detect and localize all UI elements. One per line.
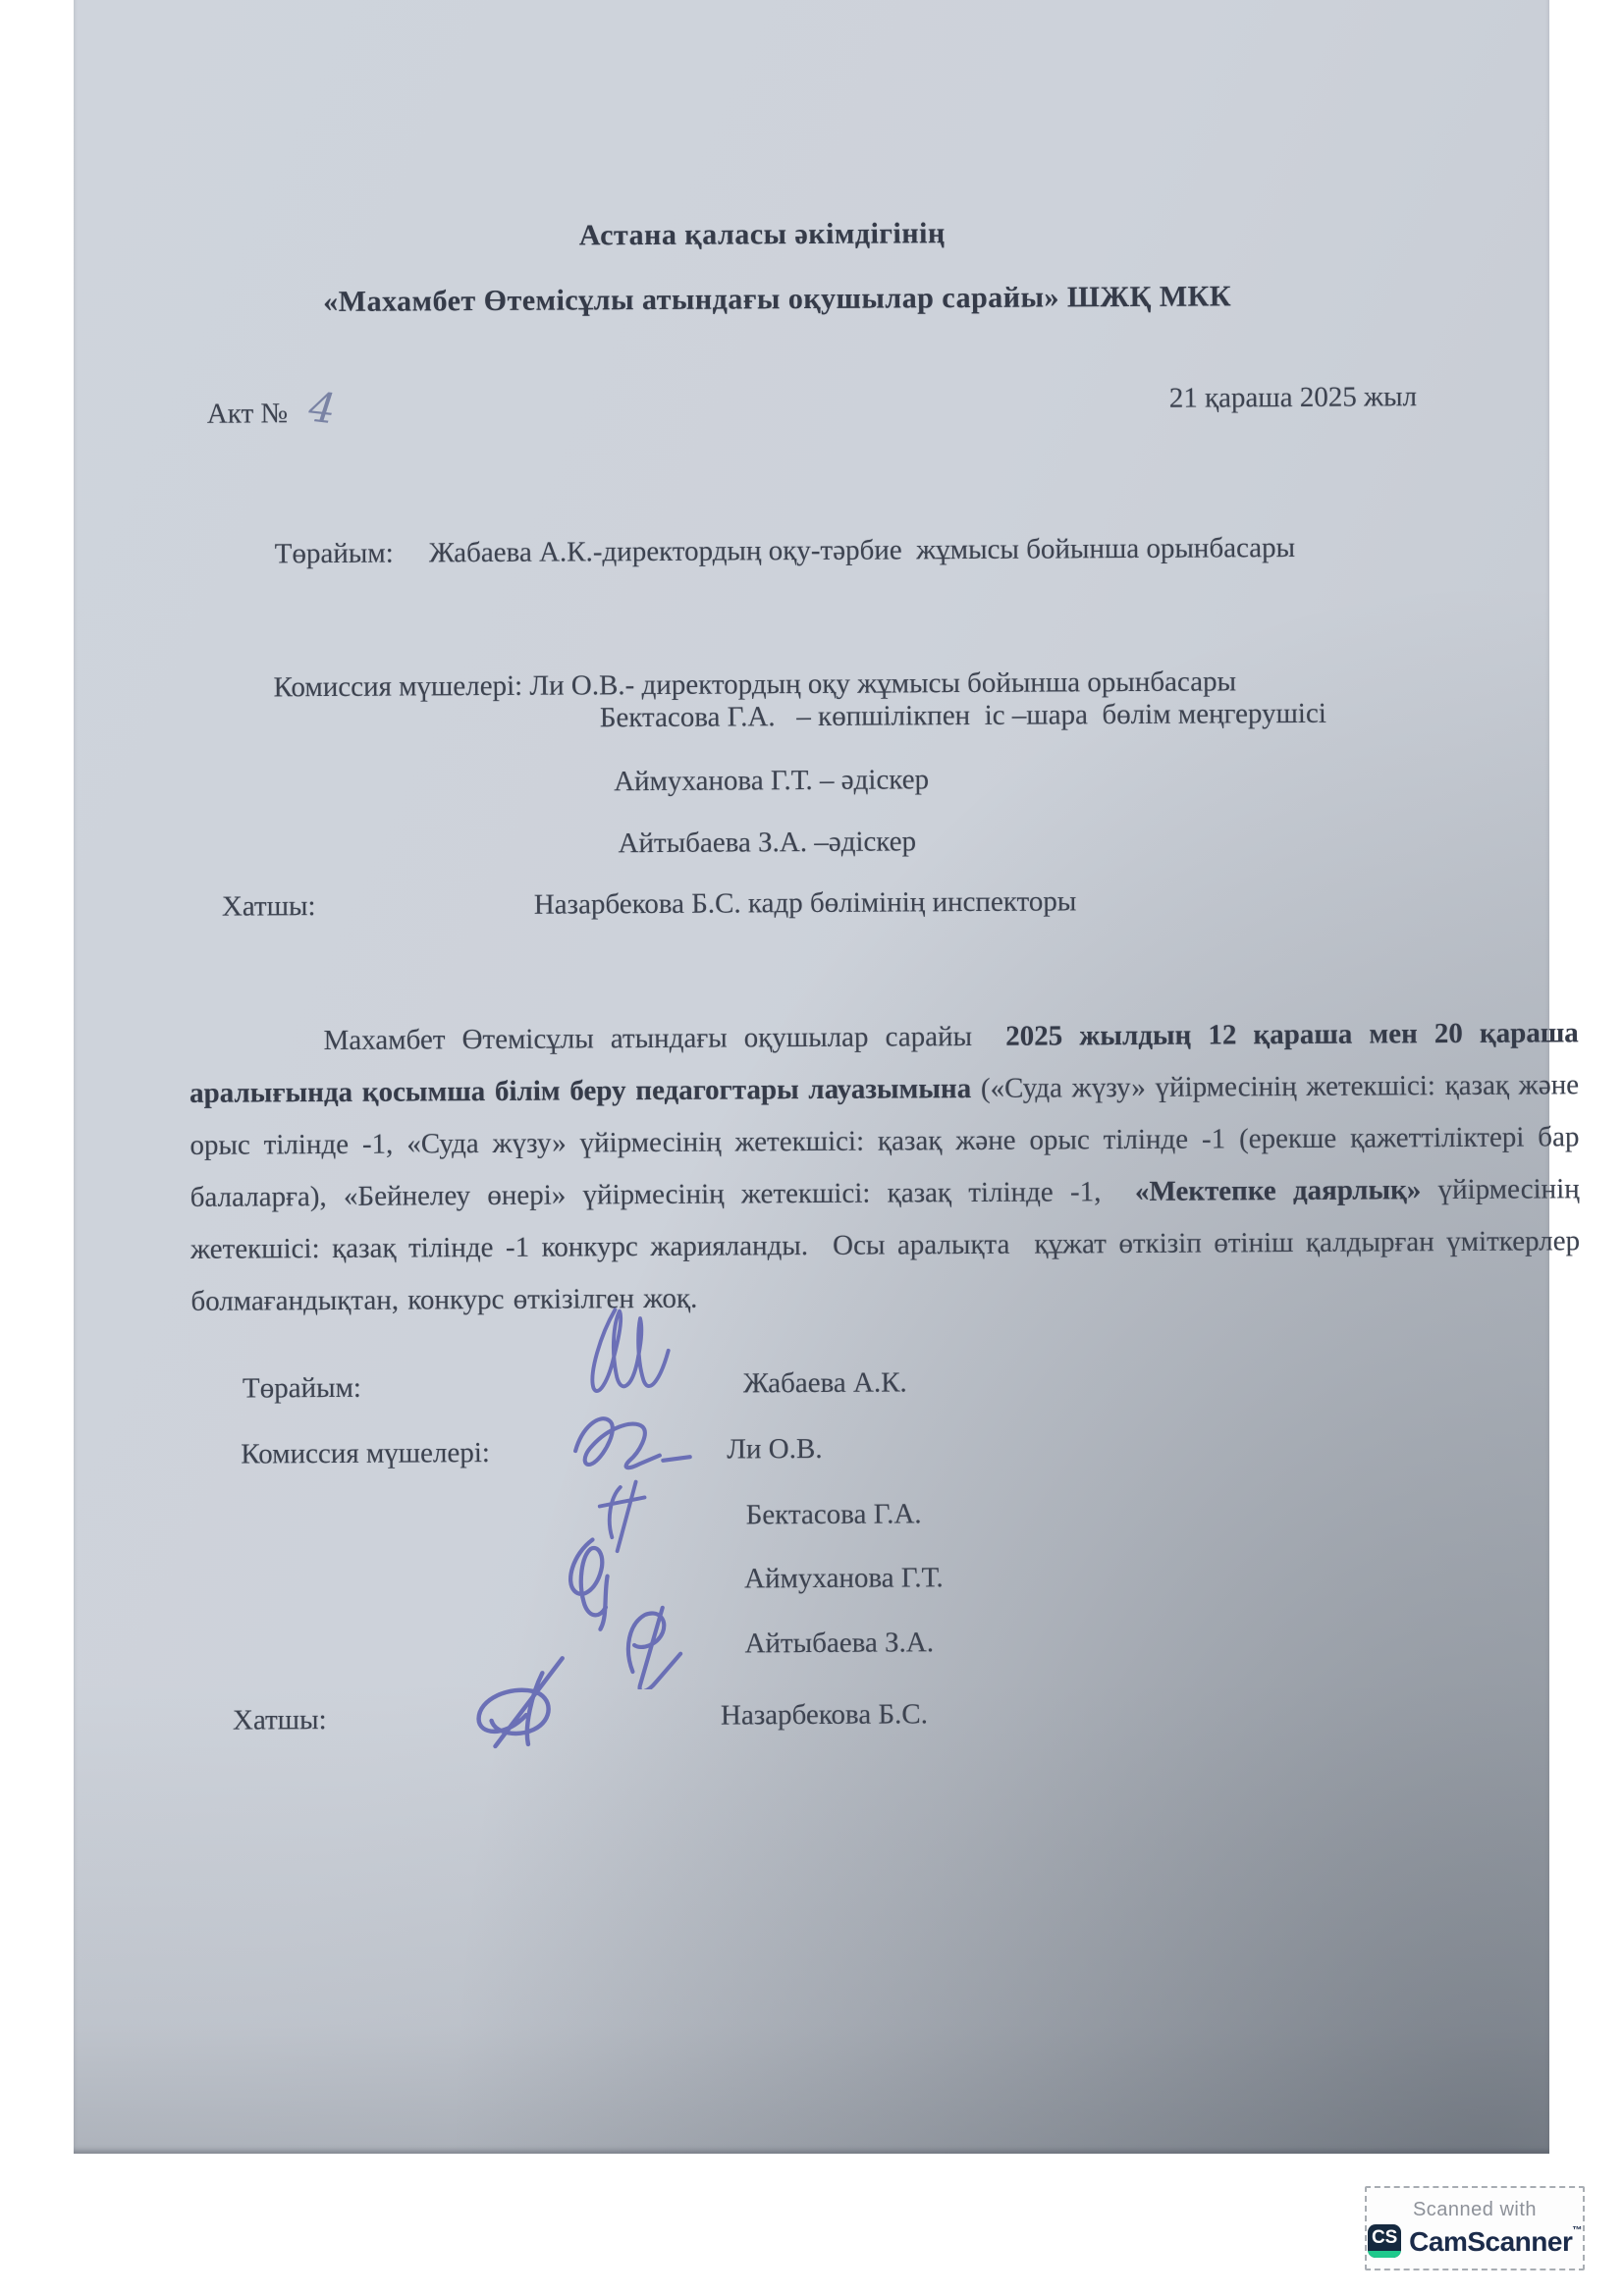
body-part1: Махамбет Өтемісұлы атындағы оқушылар сарайы bbox=[323, 1020, 1006, 1057]
chair-value: Жабаева А.К.-директордың оқу-тәрбие жұмысы бойынша орынбасары bbox=[428, 531, 1296, 569]
act-number-handwritten: 4 bbox=[305, 382, 338, 434]
secretary-label: Хатшы: bbox=[221, 890, 316, 923]
org-title-line1: Астана қаласы әкімдігінің bbox=[578, 217, 946, 252]
commission-member-4: Айтыбаева З.А. –әдіскер bbox=[618, 826, 917, 860]
body-part4-bold: «Мектепке даярлық» bbox=[1134, 1174, 1422, 1207]
camscanner-brand-text bbox=[1409, 2225, 1582, 2258]
secretary-value: Назарбекова Б.С. кадр бөлімінің инспекторы bbox=[533, 885, 1077, 921]
body-part3: («Суда жүзу» үйірмесінің жетекшісі: қазақ және орыс тілінде -1, «Суда жүзу» үйірмесінің жетекшісі: қазақ және орыс тілінде -1 (ерекше қажеттіліктері бар балаларға), «Бейнелеу өнері» үйірмесінің жетекшісі: қазақ тілінде -1, bbox=[189, 1069, 1589, 1213]
sig-commission-name: Ли О.В. bbox=[727, 1432, 823, 1466]
secretary-row bbox=[222, 885, 1077, 923]
body-part5: үйірмесінің жетекшісі: қазақ тілінде -1 конкурс жарияланды. Осы аралықта құжат өткізіп өтініш қалдырған үміткерлер болмағандықтан, конкурс өткізілген жоқ. bbox=[189, 1173, 1590, 1317]
sig-secretary-label: Хатшы: bbox=[232, 1704, 327, 1736]
act-body-paragraph bbox=[189, 955, 1597, 1380]
camscanner-badge bbox=[1365, 2186, 1585, 2270]
sig-commission-label: Комиссия мүшелері: bbox=[241, 1437, 491, 1470]
camscanner-logo-icon bbox=[1368, 2224, 1401, 2258]
scanned-document-photo bbox=[74, 0, 1597, 2154]
sig-chair-name: Жабаева А.К. bbox=[742, 1366, 907, 1400]
document-content bbox=[67, 0, 1597, 2159]
li-signature bbox=[565, 1407, 707, 1478]
camscanner-brand-name: CamScanner bbox=[1409, 2225, 1573, 2257]
zhabayeva-signature bbox=[570, 1302, 689, 1401]
nazarbekova-signature bbox=[460, 1648, 604, 1752]
act-date: 21 қараша 2025 жыл bbox=[1168, 381, 1418, 414]
commission-member-3: Аймуханова Г.Т. – әдіскер bbox=[614, 764, 930, 798]
commission-label: Комиссия мүшелері: bbox=[273, 669, 523, 704]
sig-member3-name: Аймуханова Г.Т. bbox=[744, 1562, 944, 1595]
sig-secretary-name: Назарбекова Б.С. bbox=[720, 1698, 929, 1732]
camscanner-brand-row bbox=[1368, 2224, 1582, 2258]
chair-label: Төрайым: bbox=[274, 537, 394, 570]
sig-member2-name: Бектасова Г.А. bbox=[745, 1498, 922, 1531]
chair-row bbox=[217, 500, 1295, 604]
sig-chair-label: Төрайым: bbox=[242, 1371, 362, 1405]
body-part2-bold: 2025 жылдың 12 қараша мен 20 қараша аралығында қосымша білім беру педагогтары лауазымына bbox=[189, 1017, 1597, 1109]
org-title-line2: «Махамбет Өтемісұлы атындағы оқушылар сарайы» ШЖҚ МКК bbox=[323, 280, 1232, 319]
scanned-with-text: Scanned with bbox=[1412, 2199, 1538, 2220]
act-label: Акт № bbox=[206, 398, 289, 430]
aitybayeva-signature bbox=[607, 1597, 690, 1690]
trademark-symbol: ™ bbox=[1572, 2224, 1582, 2236]
act-number-row bbox=[206, 382, 338, 434]
camscanner-logo-letters: CS bbox=[1371, 2227, 1398, 2248]
sig-member4-name: Айтыбаева З.А. bbox=[744, 1627, 935, 1660]
commission-member-2: Бектасова Г.А. – көпшілікпен іс –шара бөлім меңгерушісі bbox=[599, 697, 1326, 734]
commission-member-1: Ли О.В.- директордың оқу жұмысы бойынша орынбасары bbox=[529, 666, 1237, 702]
